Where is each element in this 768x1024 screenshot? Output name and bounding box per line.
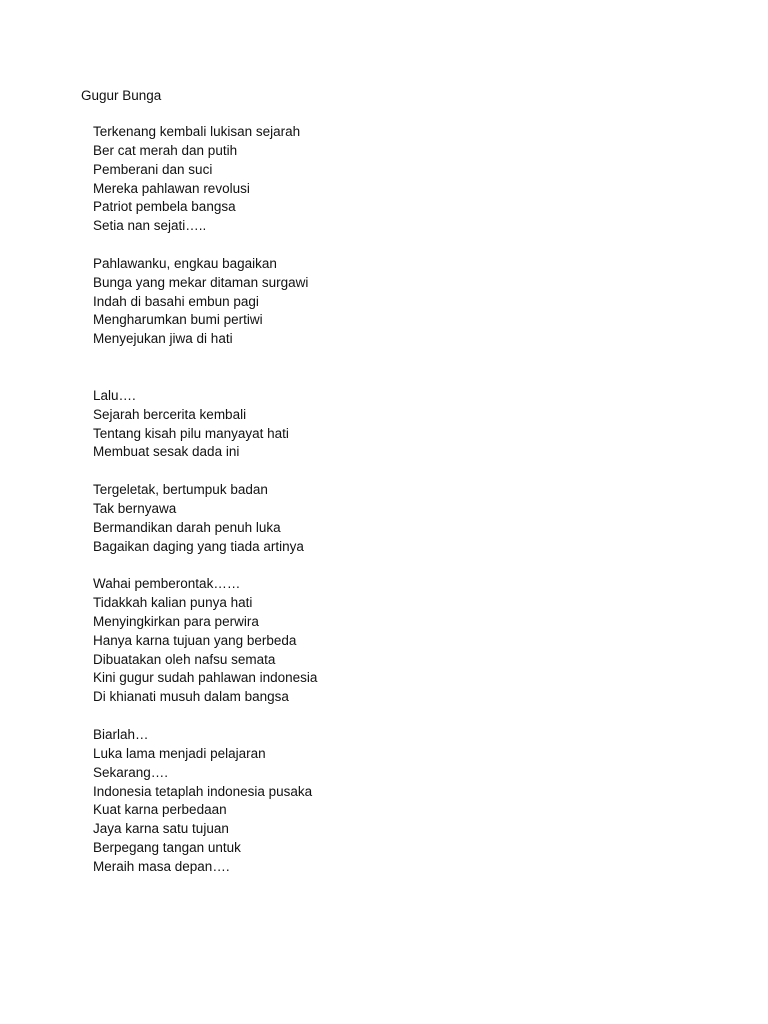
stanza-6 — [93, 726, 317, 877]
poem-line: Patriot pembela bangsa — [93, 199, 236, 215]
poem-line: Berpegang tangan untuk — [93, 840, 241, 856]
poem-line: Sejarah bercerita kembali — [93, 406, 247, 422]
poem-line: Ber cat merah dan putih — [93, 142, 238, 158]
poem-line: Membuat sesak dada ini — [93, 444, 240, 460]
poem-line: Tergeletak, bertumpuk badan — [93, 482, 268, 498]
poem-line: Setia nan sejati….. — [93, 218, 207, 234]
poem-line: Sekarang…. — [93, 764, 169, 780]
poem-line: Pemberani dan suci — [93, 161, 213, 177]
stanza-1 — [93, 123, 317, 236]
poem-line: Tentang kisah pilu manyayat hati — [93, 425, 289, 441]
poem-line: Meraih masa depan…. — [93, 858, 230, 874]
poem-line: Tidakkah kalian punya hati — [93, 595, 253, 611]
poem-line: Indah di basahi embun pagi — [93, 293, 259, 309]
stanza-2 — [93, 255, 317, 349]
poem-line: Kuat karna perbedaan — [93, 802, 227, 818]
poem-line: Terkenang kembali lukisan sejarah — [93, 124, 301, 139]
stanza-4 — [93, 481, 317, 556]
poem-line: Di khianati musuh dalam bangsa — [93, 689, 289, 705]
poem-line: Menyingkirkan para perwira — [93, 613, 259, 629]
stanza-5 — [93, 575, 317, 707]
poem-line: Mengharumkan bumi pertiwi — [93, 312, 263, 328]
poem-line: Bagaikan daging yang tiada artinya — [93, 538, 304, 554]
poem-body — [93, 123, 317, 896]
poem-line: Pahlawanku, engkau bagaikan — [93, 255, 277, 271]
poem-line: Mereka pahlawan revolusi — [93, 180, 250, 196]
poem-line: Lalu…. — [93, 387, 136, 403]
poem-line: Menyejukan jiwa di hati — [93, 331, 233, 347]
poem-line: Hanya karna tujuan yang berbeda — [93, 632, 297, 648]
poem-line: Bunga yang mekar ditaman surgawi — [93, 274, 309, 290]
stanza-3 — [93, 387, 317, 462]
poem-line: Kini gugur sudah pahlawan indonesia — [93, 670, 318, 686]
poem-line: Jaya karna satu tujuan — [93, 821, 229, 837]
poem-line: Biarlah… — [93, 727, 149, 742]
poem-line: Luka lama menjadi pelajaran — [93, 745, 266, 761]
poem-line: Wahai pemberontak…… — [93, 576, 241, 592]
poem-title: Gugur Bunga — [81, 88, 162, 103]
poem-line: Indonesia tetaplah indonesia pusaka — [93, 783, 313, 799]
poem-line: Bermandikan darah penuh luka — [93, 519, 281, 535]
poem-line: Tak bernyawa — [93, 500, 177, 516]
poem-line: Dibuatakan oleh nafsu semata — [93, 651, 276, 667]
